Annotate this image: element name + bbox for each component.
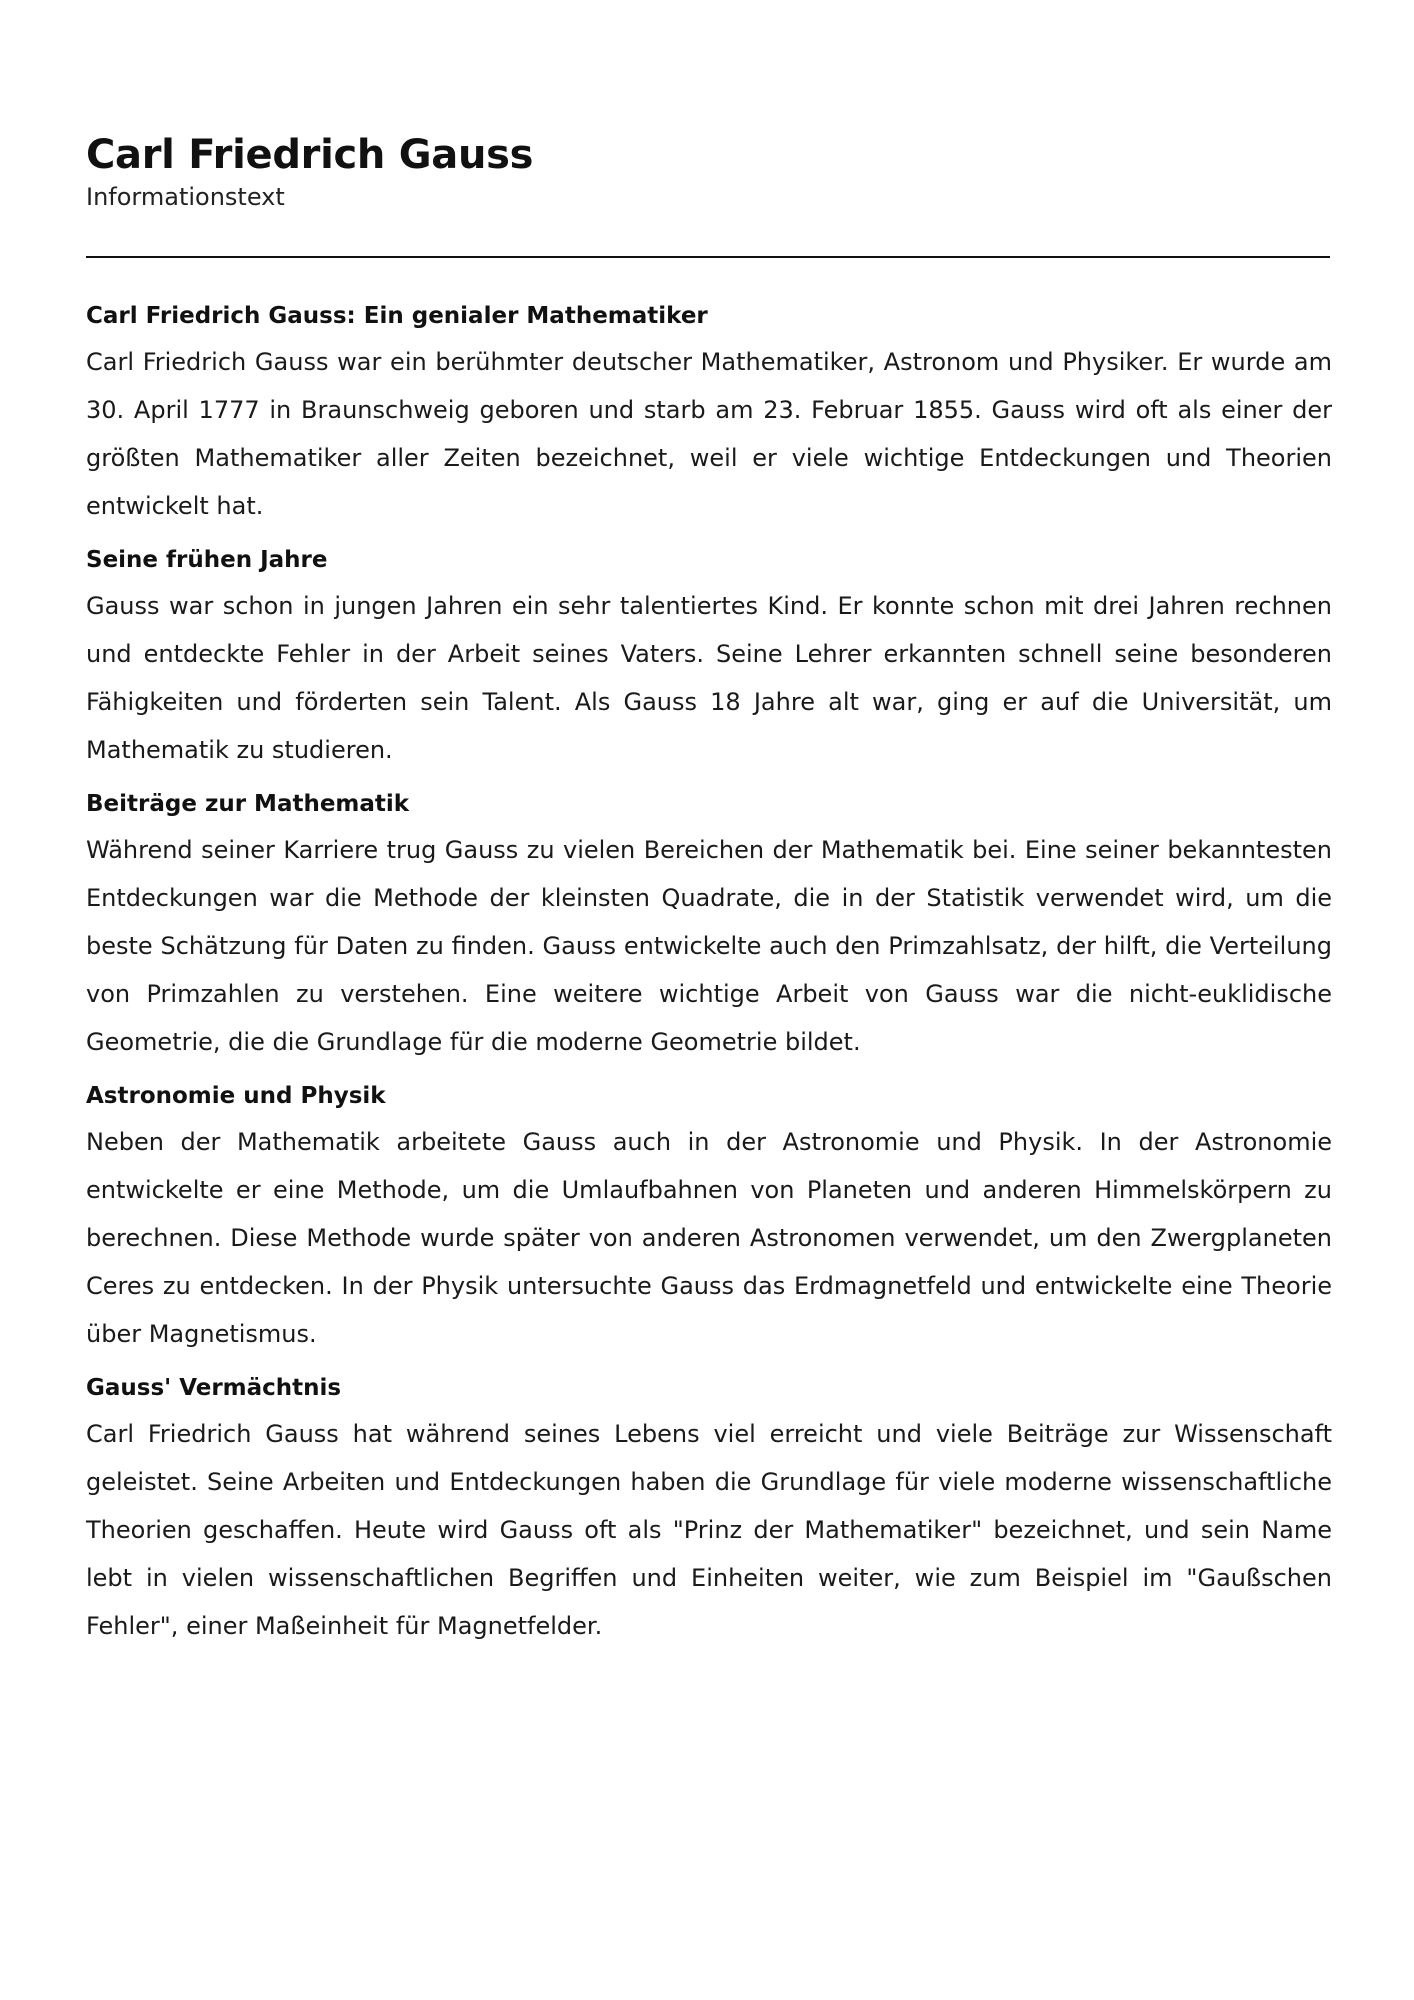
section-heading: Gauss' Vermächtnis: [86, 1374, 342, 1401]
section-body: Neben der Mathematik arbeitete Gauss auch in der Astronomie und Physik. In der Astronomie entwickelte er eine Methode, um die Umlaufbahnen von Planeten und anderen Himmelskörpern zu berechnen. Diese Methode wurde später von anderen Astronomen verwendet, um den Zwergplaneten Ceres zu entdecken. In der Physik untersuchte Gauss das Erdmagnetfeld und entwickelte eine Theorie über Magnetismus.: [86, 1127, 1332, 1348]
section-heading: Astronomie und Physik: [86, 1082, 386, 1109]
document-subtitle: Informationstext: [86, 183, 285, 211]
section-legacy: [86, 1374, 1332, 1650]
section-body: Gauss war schon in jungen Jahren ein sehr talentiertes Kind. Er konnte schon mit drei Jahren rechnen und entdeckte Fehler in der Arbeit seines Vaters. Seine Lehrer erkannten schnell seine besonderen Fähigkeiten und förderten sein Talent. Als Gauss 18 Jahre alt war, ging er auf die Universität, um Mathematik zu studieren.: [86, 591, 1332, 764]
section-body: Carl Friedrich Gauss war ein berühmter deutscher Mathematiker, Astronom und Physiker. Er wurde am 30. April 1777 in Braunschweig geboren und starb am 23. Februar 1855. Gauss wird oft als einer der größten Mathematiker aller Zeiten bezeichnet, weil er viele wichtige Entdeckungen und Theorien entwickelt hat.: [86, 348, 1332, 521]
section-heading: Carl Friedrich Gauss: Ein genialer Mathematiker: [86, 303, 708, 330]
section-astronomy-physics: [86, 1082, 1332, 1358]
section-body: Während seiner Karriere trug Gauss zu vielen Bereichen der Mathematik bei. Eine seiner bekanntesten Entdeckungen war die Methode der kleinsten Quadrate, die in der Statistik verwendet wird, um die beste Schätzung für Daten zu finden. Gauss entwickelte auch den Primzahlsatz, der hilft, die Verteilung von Primzahlen zu verstehen. Eine weitere wichtige Arbeit von Gauss war die nicht-euklidische Geometrie, die die Grundlage für die moderne Geometrie bildet.: [86, 835, 1332, 1056]
document-title: Carl Friedrich Gauss: [86, 132, 534, 178]
section-heading: Seine frühen Jahre: [86, 547, 328, 574]
header-divider: [86, 256, 1330, 258]
section-early-years: [86, 546, 1332, 774]
document-page: [86, 132, 1332, 1666]
section-mathematics: [86, 790, 1332, 1066]
section-body: Carl Friedrich Gauss hat während seines Lebens viel erreicht und viele Beiträge zur Wissenschaft geleistet. Seine Arbeiten und Entdeckungen haben die Grundlage für viele moderne wissenschaftliche Theorien geschaffen. Heute wird Gauss oft als "Prinz der Mathematiker" bezeichnet, und sein Name lebt in vielen wissenschaftlichen Begriffen und Einheiten weiter, wie zum Beispiel im "Gaußschen Fehler", einer Maßeinheit für Magnetfelder.: [86, 1419, 1332, 1640]
section-heading: Beiträge zur Mathematik: [86, 790, 410, 817]
section-intro: [86, 302, 1332, 530]
